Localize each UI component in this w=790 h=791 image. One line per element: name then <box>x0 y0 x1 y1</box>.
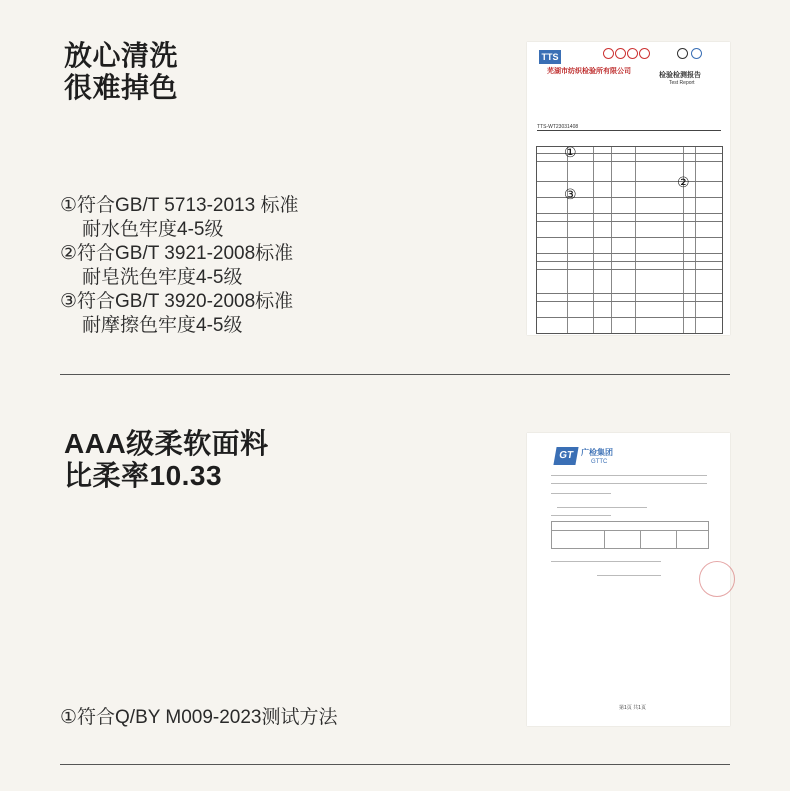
report-title-en: Test Report <box>669 80 695 86</box>
section-divider <box>60 374 730 375</box>
rule <box>551 483 707 484</box>
rule <box>557 507 647 508</box>
table-col-line <box>567 147 568 333</box>
section1-title-line1: 放心清洗 <box>64 40 179 71</box>
cert-mark-icon <box>615 48 626 59</box>
marker-1: ① <box>564 144 577 160</box>
gttc-org-name: 广检集团 <box>581 448 613 457</box>
table-col-line <box>695 147 696 333</box>
cert-mark-icon <box>627 48 638 59</box>
section-divider <box>60 764 730 765</box>
table-col-line <box>611 147 612 333</box>
cert-mark-icon <box>677 48 688 59</box>
section2-title <box>64 428 269 492</box>
note-grade-1: 耐水色牢度4-5级 <box>82 219 224 240</box>
section2-title-line1: AAA级柔软面料 <box>64 428 269 459</box>
table-row-line <box>537 237 722 238</box>
result-table <box>551 521 709 549</box>
section2-title-line2: 比柔率10.33 <box>64 460 223 491</box>
org-name: 芜湖市纺织检验所有限公司 <box>547 68 631 75</box>
table-col-line <box>676 530 677 548</box>
table-col-line <box>635 147 636 333</box>
section1-notes <box>60 194 298 338</box>
marker-3: ③ <box>564 186 577 202</box>
report-title: 检验检测报告 <box>659 72 701 79</box>
section1-title-line2: 很难掉色 <box>64 72 179 103</box>
table-row-line <box>537 253 722 254</box>
table-row-line <box>537 261 722 262</box>
test-report-document <box>527 42 730 335</box>
table-row-line <box>537 181 722 182</box>
gttc-abbr: GTTC <box>591 459 608 465</box>
table-row-line <box>537 213 722 214</box>
table-row-line <box>537 161 722 162</box>
official-seal <box>699 561 735 597</box>
table-row-line <box>537 269 722 270</box>
note-standard-2: ②符合GB/T 3921-2008标准 <box>60 243 294 264</box>
rule <box>551 475 707 476</box>
marker-2: ② <box>677 174 690 190</box>
page-footer: 第1页 共1页 <box>619 705 646 711</box>
header-rule <box>537 130 721 131</box>
table-row-line <box>552 530 708 531</box>
rule <box>551 493 611 494</box>
tts-logo: TTS <box>539 50 561 64</box>
table-row-line <box>537 293 722 294</box>
rule <box>551 515 611 516</box>
note-grade-3: 耐摩擦色牢度4-5级 <box>82 315 243 336</box>
note-grade-2: 耐皂洗色牢度4-5级 <box>82 267 243 288</box>
test-results-table <box>536 146 723 334</box>
table-col-line <box>640 530 641 548</box>
table-row-line <box>537 221 722 222</box>
softness-report-document <box>527 433 730 726</box>
note-standard-1: ①符合GB/T 5713-2013 标准 <box>60 195 299 216</box>
table-row-line <box>537 301 722 302</box>
gttc-logo: GT <box>553 447 578 465</box>
cert-mark-icon <box>639 48 650 59</box>
cert-mark-icon <box>691 48 702 59</box>
table-col-line <box>593 147 594 333</box>
table-col-line <box>604 530 605 548</box>
section2-note: ①符合Q/BY M009-2023测试方法 <box>60 707 338 728</box>
note-standard-3: ③符合GB/T 3920-2008标准 <box>60 291 294 312</box>
rule <box>551 561 661 562</box>
cert-mark-icon <box>603 48 614 59</box>
table-row-line <box>537 317 722 318</box>
section1-title <box>64 40 178 104</box>
rule <box>597 575 661 576</box>
report-number: TTS-WT23031408 <box>537 124 579 130</box>
